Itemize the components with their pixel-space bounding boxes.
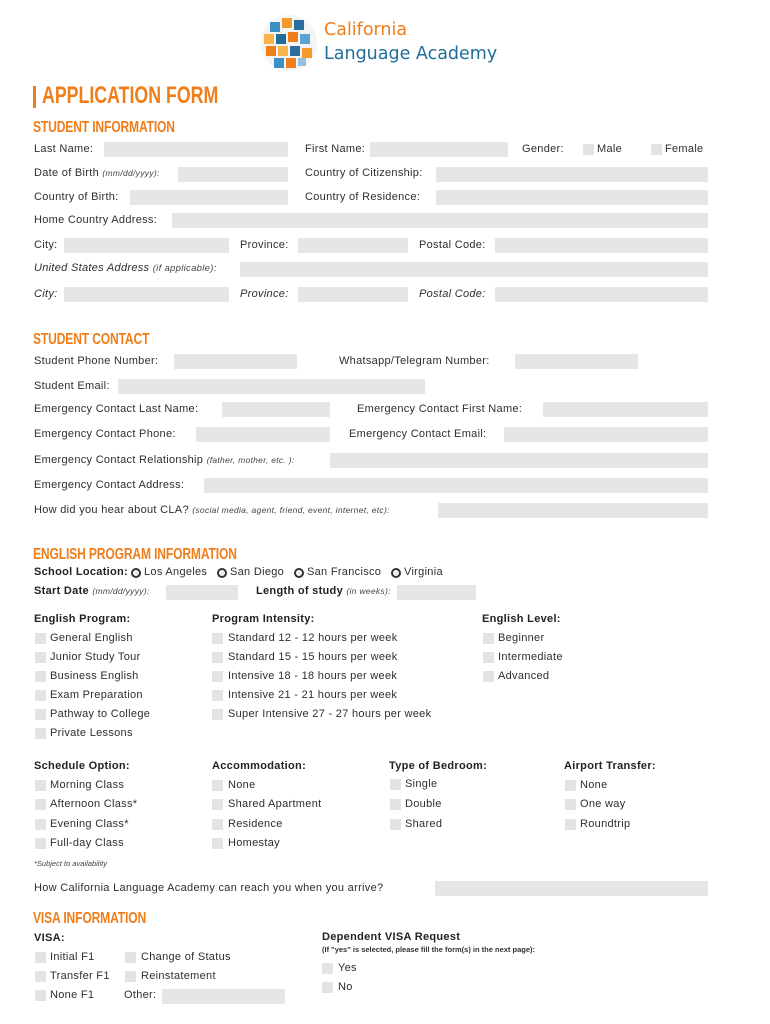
level-checkbox[interactable]: [483, 652, 494, 663]
first-name-label: First Name:: [305, 143, 366, 155]
home-address-field[interactable]: [172, 213, 708, 228]
program-intensity-header: Program Intensity:: [212, 613, 315, 625]
visa-checkbox[interactable]: [35, 971, 46, 982]
program-label: Business English: [50, 670, 139, 682]
length-field[interactable]: [397, 585, 476, 600]
airport-label: Roundtrip: [580, 818, 631, 830]
schedule-header: Schedule Option:: [34, 760, 130, 772]
reach-label: How California Language Academy can reach you when you arrive?: [34, 882, 384, 894]
phone-label: Student Phone Number:: [34, 355, 159, 367]
postal-field[interactable]: [495, 238, 708, 253]
program-checkbox[interactable]: [35, 690, 46, 701]
ec-last-label: Emergency Contact Last Name:: [34, 403, 199, 415]
dob-label: [34, 167, 160, 179]
location-sf-label: San Francisco: [307, 566, 382, 578]
location-radio-sf[interactable]: [294, 568, 304, 578]
level-label: Intermediate: [498, 651, 563, 663]
section-student-contact: STUDENT CONTACT: [33, 331, 150, 348]
accommodation-header: Accommodation:: [212, 760, 307, 772]
dob-hint: (mm/dd/yyyy):: [102, 168, 160, 178]
location-la-label: Los Angeles: [144, 566, 208, 578]
airport-label: None: [580, 779, 608, 791]
bedroom-header: Type of Bedroom:: [389, 760, 488, 772]
ec-first-label: Emergency Contact First Name:: [357, 403, 523, 415]
us-address-hint: (if applicable):: [152, 263, 217, 274]
gender-female-label: Female: [665, 143, 704, 155]
title-bar: [33, 86, 36, 108]
intensity-checkbox[interactable]: [212, 690, 223, 701]
accommodation-checkbox[interactable]: [212, 780, 223, 791]
level-label: Beginner: [498, 632, 545, 644]
logo-line2: Language Academy: [324, 44, 498, 64]
dependent-visa-header: Dependent VISA Request: [322, 931, 461, 943]
us-city-field[interactable]: [64, 287, 229, 302]
email-label: Student Email:: [34, 380, 110, 392]
accommodation-label: Homestay: [228, 837, 280, 849]
us-city-label: City:: [34, 288, 58, 300]
ec-relationship-hint: (father, mother, etc. ):: [206, 455, 295, 465]
last-name-label: Last Name:: [34, 143, 94, 155]
accommodation-checkbox[interactable]: [212, 819, 223, 830]
english-level-header: English Level:: [482, 613, 561, 625]
visa-checkbox[interactable]: [35, 952, 46, 963]
visa-option-label: Transfer F1: [50, 970, 110, 982]
ec-address-label: Emergency Contact Address:: [34, 479, 185, 491]
airport-checkbox[interactable]: [565, 780, 576, 791]
intensity-label: Standard 15 - 15 hours per week: [228, 651, 398, 663]
ec-phone-label: Emergency Contact Phone:: [34, 428, 176, 440]
birth-country-label: Country of Birth:: [34, 191, 119, 203]
us-postal-field[interactable]: [495, 287, 708, 302]
location-radio-va[interactable]: [391, 568, 401, 578]
hear-text: How did you hear about CLA?: [34, 504, 189, 516]
bedroom-checkbox[interactable]: [390, 819, 401, 830]
school-location-label: School Location:: [34, 566, 129, 578]
length-hint: (in weeks):: [346, 586, 391, 596]
visa-other-field[interactable]: [162, 989, 285, 1004]
airport-label: One way: [580, 798, 626, 810]
visa-checkbox[interactable]: [125, 952, 136, 963]
accommodation-checkbox[interactable]: [212, 799, 223, 810]
page-title: APPLICATION FORM: [42, 82, 219, 109]
schedule-label: Full-day Class: [50, 837, 124, 849]
bedroom-checkbox[interactable]: [390, 799, 401, 810]
bedroom-label: Single: [405, 778, 438, 790]
airport-header: Airport Transfer:: [564, 760, 656, 772]
us-address-label: [34, 262, 217, 274]
visa-label: VISA:: [34, 932, 65, 944]
home-address-label: Home Country Address:: [34, 214, 158, 226]
province-field[interactable]: [298, 238, 408, 253]
us-province-field[interactable]: [298, 287, 408, 302]
visa-checkbox[interactable]: [35, 990, 46, 1001]
section-visa: VISA INFORMATION: [33, 910, 147, 927]
program-label: Exam Preparation: [50, 689, 143, 701]
citizenship-label: Country of Citizenship:: [305, 167, 423, 179]
logo-line1: California: [324, 20, 408, 40]
english-program-header: English Program:: [34, 613, 131, 625]
citizenship-field[interactable]: [436, 167, 708, 182]
schedule-checkbox[interactable]: [35, 780, 46, 791]
visa-option-label: Reinstatement: [141, 970, 216, 982]
location-va-label: Virginia: [404, 566, 443, 578]
dob-field[interactable]: [178, 167, 288, 182]
email-field[interactable]: [118, 379, 425, 394]
program-label: Junior Study Tour: [50, 651, 141, 663]
whatsapp-label: Whatsapp/Telegram Number:: [339, 355, 490, 367]
hear-field[interactable]: [438, 503, 708, 518]
dependent-visa-hint: (If "yes" is selected, please fill the form(s) in the next page):: [322, 945, 535, 954]
airport-checkbox[interactable]: [565, 819, 576, 830]
logo: [256, 12, 518, 74]
start-date-field[interactable]: [166, 585, 238, 600]
bedroom-label: Double: [405, 798, 442, 810]
logo-globe-icon: [256, 12, 322, 74]
intensity-checkbox[interactable]: [212, 709, 223, 720]
ec-address-field[interactable]: [204, 478, 708, 493]
schedule-label: Afternoon Class*: [50, 798, 138, 810]
us-address-text: United States Address: [34, 262, 150, 274]
accommodation-checkbox[interactable]: [212, 838, 223, 849]
residence-country-field[interactable]: [436, 190, 708, 205]
airport-checkbox[interactable]: [565, 799, 576, 810]
ec-phone-field[interactable]: [196, 427, 330, 442]
program-label: Pathway to College: [50, 708, 151, 720]
bedroom-checkbox[interactable]: [390, 779, 401, 790]
visa-option-label: Change of Status: [141, 951, 231, 963]
length-text: Length of study: [256, 585, 343, 597]
level-checkbox[interactable]: [483, 671, 494, 682]
start-date-text: Start Date: [34, 585, 89, 597]
accommodation-label: None: [228, 779, 256, 791]
availability-note: *Subject to availability: [34, 859, 107, 868]
location-radio-la[interactable]: [131, 568, 141, 578]
start-date-label: [34, 585, 150, 597]
dependent-no-label: No: [338, 981, 353, 993]
intensity-checkbox[interactable]: [212, 652, 223, 663]
province-label: Province:: [240, 239, 289, 251]
visa-other-label: Other:: [124, 989, 157, 1001]
city-field[interactable]: [64, 238, 229, 253]
program-checkbox[interactable]: [35, 728, 46, 739]
phone-field[interactable]: [174, 354, 297, 369]
dependent-no-checkbox[interactable]: [322, 982, 333, 993]
dob-text: Date of Birth: [34, 167, 100, 179]
ec-relationship-text: Emergency Contact Relationship: [34, 454, 204, 466]
program-checkbox[interactable]: [35, 709, 46, 720]
program-label: Private Lessons: [50, 727, 133, 739]
dependent-yes-checkbox[interactable]: [322, 963, 333, 974]
accommodation-label: Shared Apartment: [228, 798, 322, 810]
intensity-label: Super Intensive 27 - 27 hours per week: [228, 708, 432, 720]
start-date-hint: (mm/dd/yyyy):: [92, 586, 150, 596]
program-checkbox[interactable]: [35, 671, 46, 682]
gender-label: Gender:: [522, 143, 564, 155]
program-label: General English: [50, 632, 133, 644]
schedule-label: Morning Class: [50, 779, 125, 791]
program-checkbox[interactable]: [35, 652, 46, 663]
ec-relationship-label: [34, 454, 295, 466]
gender-male-label: Male: [597, 143, 623, 155]
location-radio-sd[interactable]: [217, 568, 227, 578]
schedule-checkbox[interactable]: [35, 838, 46, 849]
reach-field[interactable]: [435, 881, 708, 896]
section-student-information: STUDENT INFORMATION: [33, 119, 175, 136]
ec-relationship-field[interactable]: [330, 453, 708, 468]
section-english-program: ENGLISH PROGRAM INFORMATION: [33, 546, 237, 563]
intensity-label: Intensive 21 - 21 hours per week: [228, 689, 398, 701]
visa-checkbox[interactable]: [125, 971, 136, 982]
visa-option-label: Initial F1: [50, 951, 95, 963]
intensity-checkbox[interactable]: [212, 633, 223, 644]
gender-male-checkbox[interactable]: [583, 144, 594, 155]
birth-country-field[interactable]: [130, 190, 288, 205]
dependent-yes-label: Yes: [338, 962, 357, 974]
city-label: City:: [34, 239, 58, 251]
ec-first-field[interactable]: [543, 402, 708, 417]
visa-option-label: None F1: [50, 989, 95, 1001]
ec-email-field[interactable]: [504, 427, 708, 442]
first-name-field[interactable]: [370, 142, 508, 157]
last-name-field[interactable]: [104, 142, 288, 157]
accommodation-label: Residence: [228, 818, 283, 830]
us-address-field[interactable]: [240, 262, 708, 277]
intensity-label: Standard 12 - 12 hours per week: [228, 632, 398, 644]
intensity-checkbox[interactable]: [212, 671, 223, 682]
length-label: [256, 585, 391, 597]
ec-last-field[interactable]: [222, 402, 330, 417]
schedule-checkbox[interactable]: [35, 819, 46, 830]
postal-label: Postal Code:: [419, 239, 486, 251]
residence-country-label: Country of Residence:: [305, 191, 421, 203]
us-postal-label: Postal Code:: [419, 288, 486, 300]
whatsapp-field[interactable]: [515, 354, 638, 369]
gender-female-checkbox[interactable]: [651, 144, 662, 155]
program-checkbox[interactable]: [35, 633, 46, 644]
hear-label: [34, 504, 390, 516]
schedule-checkbox[interactable]: [35, 799, 46, 810]
hear-hint: (social media, agent, friend, event, internet, etc):: [192, 505, 390, 515]
level-checkbox[interactable]: [483, 633, 494, 644]
bedroom-label: Shared: [405, 818, 443, 830]
level-label: Advanced: [498, 670, 550, 682]
ec-email-label: Emergency Contact Email:: [349, 428, 487, 440]
location-sd-label: San Diego: [230, 566, 285, 578]
intensity-label: Intensive 18 - 18 hours per week: [228, 670, 398, 682]
us-province-label: Province:: [240, 288, 289, 300]
schedule-label: Evening Class*: [50, 818, 129, 830]
